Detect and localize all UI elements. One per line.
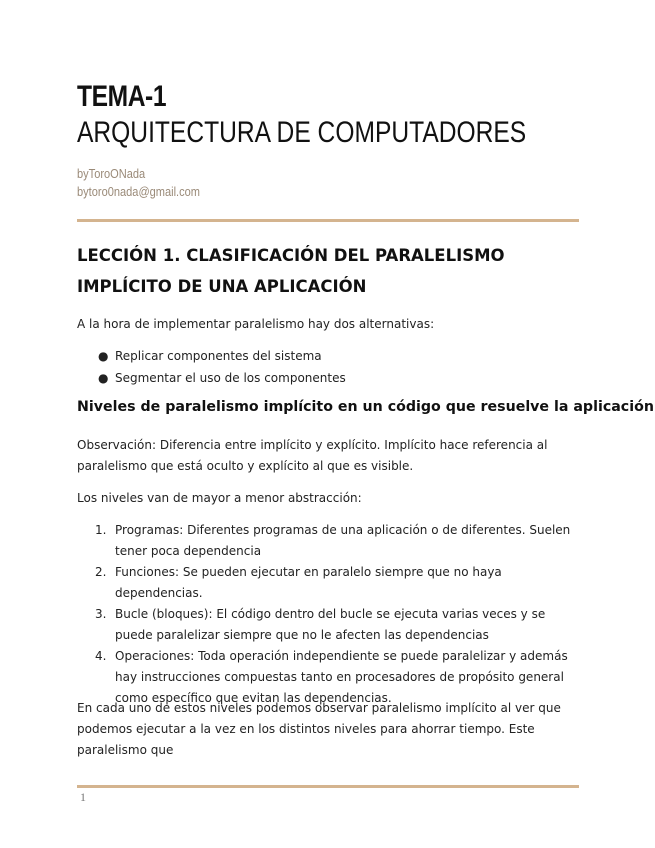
alternatives-list [77, 345, 577, 389]
author-byline: byToroONada [77, 166, 146, 181]
page-number: 1 [80, 790, 86, 804]
list-item: ● Segmentar el uso de los componentes [77, 367, 577, 389]
document-title: TEMA-1 [77, 80, 167, 113]
list-item: ● Replicar componentes del sistema [77, 345, 577, 367]
list-item: 2. Funciones: Se pueden ejecutar en paralelo siempre que no haya dependencias. [95, 565, 502, 600]
closing-paragraph: En cada uno de estos niveles podemos observar paralelismo implícito al ver que podemos ejecutar a la vez en los distintos niveles para ahorrar tiempo. Este paralelismo que [77, 701, 561, 757]
levels-list [77, 520, 577, 709]
author-email: bytoro0nada@gmail.com [77, 184, 201, 199]
document-subtitle: ARQUITECTURA DE COMPUTADORES [77, 116, 527, 149]
list-item: 1. Programas: Diferentes programas de una aplicación o de diferentes. Suelen tener poca dependencia [95, 523, 571, 558]
section-subheading: Niveles de paralelismo implícito en un código que resuelve la aplicación [77, 399, 654, 415]
observation-paragraph: Observación: Diferencia entre implícito y explícito. Implícito hace referencia al paralelismo que está oculto y explícito al que es visible. [77, 438, 548, 473]
list-item: 3. Bucle (bloques): El código dentro del bucle se ejecuta varias veces y se puede paralelizar siempre que no le afecten las dependencias [95, 607, 546, 642]
bullet-icon: ● [98, 371, 109, 385]
list-item: 4. Operaciones: Toda operación independiente se puede paralelizar y además hay instrucciones compuestas tanto en procesadores de propósito general como específico que evitan las dependencias. [95, 649, 568, 705]
lesson-heading: LECCIÓN 1. CLASIFICACIÓN DEL PARALELISMO IMPLÍCITO DE UNA APLICACIÓN [77, 246, 505, 296]
footer-divider [77, 785, 579, 788]
levels-intro: Los niveles van de mayor a menor abstracción: [77, 491, 362, 505]
intro-paragraph: A la hora de implementar paralelismo hay dos alternativas: [77, 317, 435, 331]
bullet-icon: ● [98, 349, 109, 363]
header-divider [77, 219, 579, 222]
